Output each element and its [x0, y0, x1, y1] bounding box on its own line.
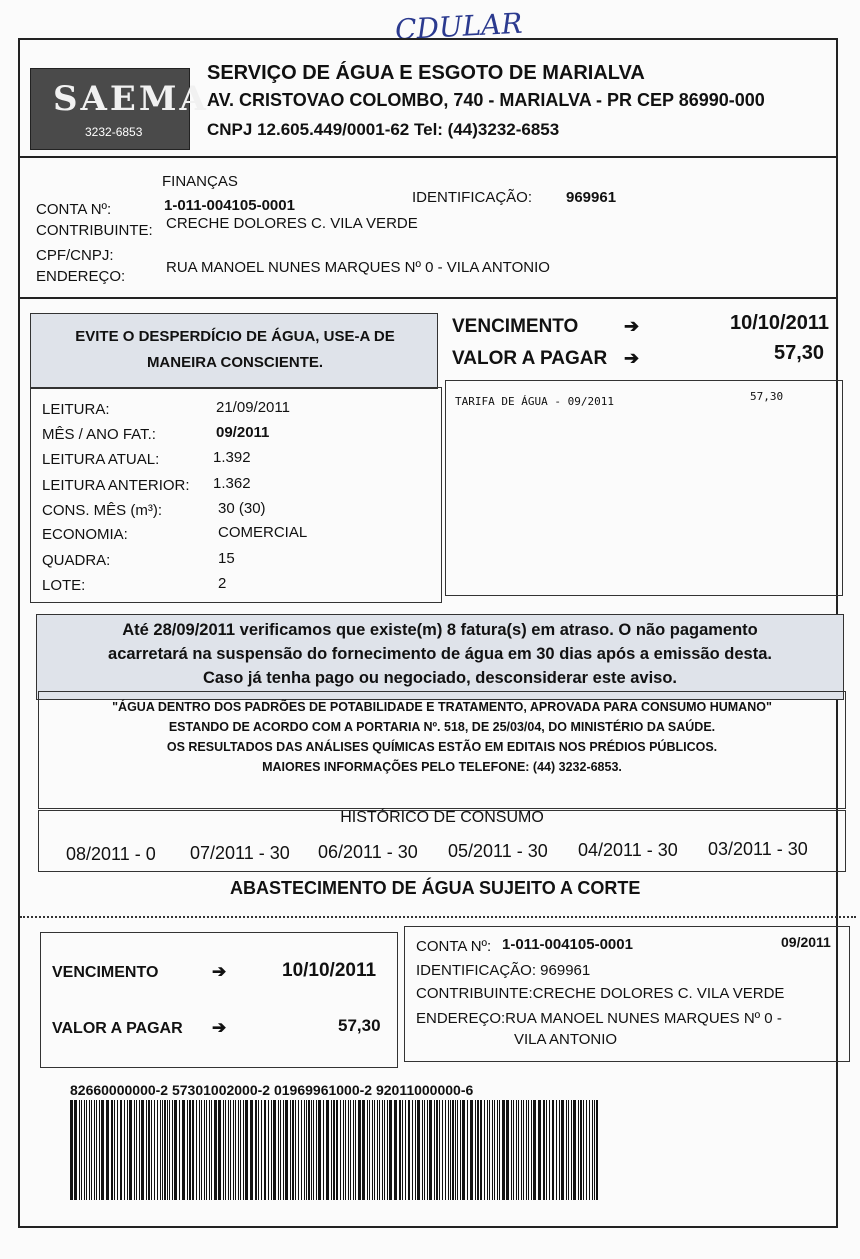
barcode-bar — [394, 1100, 397, 1200]
barcode-bar — [475, 1100, 476, 1200]
reading-value: 2 — [218, 575, 227, 592]
barcode-bar — [318, 1100, 321, 1200]
barcode-bar — [304, 1100, 305, 1200]
barcode-bar — [91, 1100, 92, 1200]
charge-item: TARIFA DE ÁGUA - 09/2011 — [455, 395, 614, 408]
overdue-line-1: Até 28/09/2011 verificamos que existe(m) 8 fatura(s) em atraso. O não pagamento — [122, 621, 758, 639]
barcode-bar — [448, 1100, 449, 1200]
valor-arrow-icon: ➔ — [624, 348, 640, 368]
reading-value: 1.392 — [213, 449, 251, 466]
barcode-bar — [86, 1100, 87, 1200]
barcode-bar — [280, 1100, 281, 1200]
barcode-bar — [379, 1100, 380, 1200]
barcode-bar — [96, 1100, 97, 1200]
barcode-bar — [127, 1100, 128, 1200]
endereco-label: ENDEREÇO: — [36, 268, 126, 285]
barcode-bar — [559, 1100, 560, 1200]
barcode-bar — [238, 1100, 239, 1200]
company-logo — [30, 68, 209, 150]
barcode-bar — [353, 1100, 354, 1200]
history-item: 04/2011 - 30 — [578, 840, 678, 860]
barcode-bar — [578, 1100, 579, 1200]
barcode-bar — [470, 1100, 473, 1200]
barcode-bar — [311, 1100, 312, 1200]
logo-text: SAEMA — [53, 79, 209, 119]
barcode-digits: 82660000000-2 57301002000-2 01969961000-2 92011000000-6 — [70, 1082, 474, 1098]
barcode-bar — [566, 1100, 567, 1200]
barcode-bar — [568, 1100, 569, 1200]
barcode-bar — [172, 1100, 173, 1200]
barcode-bar — [583, 1100, 584, 1200]
barcode-bar — [372, 1100, 373, 1200]
barcode-bar — [285, 1100, 288, 1200]
barcode-bar — [174, 1100, 177, 1200]
barcode-bar — [160, 1100, 161, 1200]
barcode-bar — [573, 1100, 576, 1200]
reading-label: LOTE: — [42, 577, 86, 594]
barcode-bar — [477, 1100, 479, 1200]
barcode-bar — [513, 1100, 514, 1200]
history-item: 07/2011 - 30 — [190, 843, 290, 863]
barcode-bar — [211, 1100, 212, 1200]
barcode-bar — [164, 1100, 166, 1200]
barcode-bar — [225, 1100, 226, 1200]
barcode-bar — [258, 1100, 259, 1200]
barcode-bar — [290, 1100, 291, 1200]
barcode-bar — [336, 1100, 338, 1200]
barcode-bar — [162, 1100, 163, 1200]
barcode-bar — [316, 1100, 317, 1200]
barcode-bar — [154, 1100, 155, 1200]
barcode-bar — [538, 1100, 541, 1200]
barcode-bar — [571, 1100, 572, 1200]
barcode-bar — [457, 1100, 458, 1200]
conscious-use-text: EVITE O DESPERDÍCIO DE ÁGUA, USE-A DE MANEIRA CONSCIENTE. — [75, 328, 395, 371]
quality-line-1: "ÁGUA DENTRO DOS PADRÕES DE POTABILIDADE E TRATAMENTO, APROVADA PARA CONSUMO HUMANO" — [112, 700, 772, 714]
barcode-bar — [235, 1100, 236, 1200]
tear-line — [20, 916, 856, 918]
barcode-bar — [139, 1100, 140, 1200]
barcode-bar — [402, 1100, 403, 1200]
barcode-bar — [255, 1100, 257, 1200]
company-address: AV. CRISTOVAO COLOMBO, 740 - MARIALVA - PR CEP 86990-000 — [207, 90, 765, 110]
barcode-bar — [261, 1100, 262, 1200]
barcode-bar — [523, 1100, 524, 1200]
barcode-bar — [129, 1100, 132, 1200]
contribuinte-label: CONTRIBUINTE: — [36, 222, 153, 239]
history-item: 06/2011 - 30 — [318, 842, 418, 862]
overdue-line-2: acarretará na suspensão do fornecimento de água em 30 dias após a emissão desta. — [108, 645, 772, 663]
barcode-bar — [389, 1100, 392, 1200]
contribuinte-value: CRECHE DOLORES C. VILA VERDE — [166, 215, 418, 232]
barcode-bar — [460, 1100, 461, 1200]
barcode-bar — [439, 1100, 440, 1200]
barcode-bar — [528, 1100, 529, 1200]
reading-value: 1.362 — [213, 475, 251, 492]
barcode-bar — [506, 1100, 509, 1200]
barcode-bar — [340, 1100, 341, 1200]
barcode-bar — [136, 1100, 137, 1200]
barcode-bar — [308, 1100, 310, 1200]
barcode-bar — [552, 1100, 554, 1200]
conscious-use-notice — [30, 313, 438, 389]
barcode-bar — [596, 1100, 598, 1200]
barcode-bar — [497, 1100, 498, 1200]
valor-value: 57,30 — [774, 342, 825, 364]
barcode-bar — [271, 1100, 272, 1200]
barcode-bar — [187, 1100, 188, 1200]
charge-amount: 57,30 — [750, 390, 784, 403]
barcode-bar — [326, 1100, 329, 1200]
handwritten-note: CDULAR — [394, 6, 524, 47]
barcode-bar — [151, 1100, 152, 1200]
history-item: 03/2011 - 30 — [708, 839, 808, 859]
barcode-bar — [70, 1100, 73, 1200]
barcode-bar — [323, 1100, 324, 1200]
barcode-bar — [223, 1100, 224, 1200]
barcode-bar — [531, 1100, 532, 1200]
stub-valor-label: VALOR A PAGAR — [52, 1020, 183, 1037]
barcode-bar — [199, 1100, 200, 1200]
barcode-bar — [106, 1100, 109, 1200]
barcode-bar — [350, 1100, 351, 1200]
reading-label: CONS. MÊS (m³): — [42, 502, 162, 519]
vencimento-arrow-icon: ➔ — [624, 316, 640, 336]
cut-warning: ABASTECIMENTO DE ÁGUA SUJEITO A CORTE — [230, 878, 641, 898]
quality-line-3: OS RESULTADOS DAS ANÁLISES QUÍMICAS ESTÃO EM EDITAIS NOS PRÉDIOS PÚBLICOS. — [166, 740, 718, 754]
barcode-bar — [243, 1100, 244, 1200]
barcode-bar — [487, 1100, 488, 1200]
barcode-bar — [84, 1100, 85, 1200]
stub-vencimento-label: VENCIMENTO — [52, 964, 159, 981]
barcode-bar — [377, 1100, 378, 1200]
barcode-bar — [489, 1100, 490, 1200]
barcode-bar — [358, 1100, 361, 1200]
barcode-bar — [429, 1100, 432, 1200]
charges-box — [445, 380, 843, 596]
barcode-bar — [101, 1100, 104, 1200]
barcode-bar — [484, 1100, 485, 1200]
barcode-bar — [412, 1100, 413, 1200]
barcode-bar — [298, 1100, 299, 1200]
barcode-bar — [167, 1100, 168, 1200]
barcode-bar — [502, 1100, 505, 1200]
barcode-bar — [494, 1100, 495, 1200]
stub-valor-arrow-icon: ➔ — [212, 1018, 227, 1037]
barcode-bar — [556, 1100, 557, 1200]
barcode-bar — [218, 1100, 221, 1200]
stub-mes: 09/2011 — [781, 934, 831, 950]
stub-vencimento-value: 10/10/2011 — [282, 960, 377, 981]
barcode-bar — [405, 1100, 406, 1200]
barcode-bar — [417, 1100, 420, 1200]
barcode-bar — [182, 1100, 185, 1200]
barcode-bar — [586, 1100, 587, 1200]
barcode-bar — [204, 1100, 205, 1200]
barcode-bar — [442, 1100, 443, 1200]
barcode-bar — [114, 1100, 115, 1200]
barcode-bar — [455, 1100, 456, 1200]
stub-ident: IDENTIFICAÇÃO: 969961 — [416, 962, 591, 979]
conta-value: 1-011-004105-0001 — [164, 197, 295, 214]
water-quality-box — [38, 691, 846, 809]
barcode-bar — [79, 1100, 80, 1200]
cpf-label: CPF/CNPJ: — [36, 247, 114, 264]
barcode-bar — [369, 1100, 370, 1200]
barcode-bar — [561, 1100, 564, 1200]
barcode-bar — [74, 1100, 77, 1200]
barcode-bar — [111, 1100, 113, 1200]
barcode-bar — [201, 1100, 202, 1200]
logo-phone: 3232-6853 — [85, 125, 143, 139]
stub-endereco-2: VILA ANTONIO — [514, 1031, 618, 1048]
barcode-bar — [230, 1100, 231, 1200]
reading-value: 21/09/2011 — [216, 399, 290, 416]
barcode-bar — [526, 1100, 527, 1200]
quality-line-2: ESTANDO DE ACORDO COM A PORTARIA Nº. 518, DE 25/03/04, DO MINISTÉRIO DA SAÚDE. — [168, 720, 716, 734]
barcode-bar — [450, 1100, 451, 1200]
barcode-bar — [374, 1100, 375, 1200]
stub-vencimento-arrow-icon: ➔ — [212, 962, 227, 981]
barcode — [70, 1100, 600, 1200]
barcode-bar — [422, 1100, 423, 1200]
barcode-bar — [511, 1100, 512, 1200]
barcode-bar — [382, 1100, 383, 1200]
barcode-bar — [89, 1100, 90, 1200]
company-title: SERVIÇO DE ÁGUA E ESGOTO DE MARIALVA — [207, 62, 645, 84]
history-title: HISTÓRICO DE CONSUMO — [340, 809, 544, 826]
barcode-bar — [295, 1100, 296, 1200]
barcode-bar — [592, 1100, 593, 1200]
barcode-bar — [408, 1100, 410, 1200]
barcode-bar — [343, 1100, 344, 1200]
reading-value: 09/2011 — [216, 424, 270, 441]
barcode-bar — [157, 1100, 158, 1200]
barcode-bar — [348, 1100, 349, 1200]
barcode-bar — [580, 1100, 582, 1200]
barcode-bar — [355, 1100, 356, 1200]
barcode-bar — [543, 1100, 545, 1200]
barcode-bar — [301, 1100, 302, 1200]
reading-value: 30 (30) — [218, 500, 266, 517]
barcode-bar — [94, 1100, 95, 1200]
barcode-bar — [549, 1100, 550, 1200]
overdue-warning — [36, 614, 844, 700]
barcode-bar — [146, 1100, 147, 1200]
barcode-bar — [206, 1100, 207, 1200]
barcode-bar — [516, 1100, 517, 1200]
reading-box — [30, 387, 442, 603]
barcode-bar — [467, 1100, 468, 1200]
barcode-bar — [134, 1100, 135, 1200]
reading-label: LEITURA ATUAL: — [42, 451, 160, 468]
valor-label: VALOR A PAGAR — [452, 348, 608, 369]
barcode-bar — [367, 1100, 368, 1200]
barcode-bar — [594, 1100, 595, 1200]
barcode-bar — [480, 1100, 482, 1200]
barcode-bar — [148, 1100, 150, 1200]
reading-label: LEITURA: — [42, 401, 110, 418]
vencimento-value: 10/10/2011 — [730, 312, 829, 334]
barcode-bar — [81, 1100, 82, 1200]
overdue-line-3: Caso já tenha pago ou negociado, desconsiderar este aviso. — [202, 669, 678, 687]
barcode-bar — [333, 1100, 335, 1200]
barcode-bar — [283, 1100, 284, 1200]
barcode-bar — [292, 1100, 294, 1200]
barcode-bar — [434, 1100, 435, 1200]
barcode-bar — [589, 1100, 590, 1200]
barcode-bar — [124, 1100, 125, 1200]
barcode-bar — [233, 1100, 234, 1200]
barcode-bar — [362, 1100, 365, 1200]
barcode-bar — [209, 1100, 210, 1200]
barcode-bar — [245, 1100, 248, 1200]
barcode-bar — [415, 1100, 416, 1200]
barcode-bar — [313, 1100, 314, 1200]
history-item: 05/2011 - 30 — [448, 841, 548, 861]
barcode-bar — [452, 1100, 454, 1200]
barcode-bar — [331, 1100, 332, 1200]
barcode-bar — [462, 1100, 465, 1200]
barcode-bar — [192, 1100, 194, 1200]
barcode-bar — [399, 1100, 401, 1200]
barcode-bar — [117, 1100, 118, 1200]
barcode-bar — [169, 1100, 170, 1200]
reading-label: QUADRA: — [42, 552, 111, 569]
barcode-bar — [189, 1100, 191, 1200]
barcode-bar — [179, 1100, 180, 1200]
barcode-bar — [196, 1100, 197, 1200]
barcode-bar — [278, 1100, 279, 1200]
barcode-bar — [499, 1100, 500, 1200]
stub-endereco-1: ENDEREÇO:RUA MANOEL NUNES MARQUES Nº 0 - — [416, 1010, 782, 1027]
barcode-bar — [387, 1100, 388, 1200]
endereco-value: RUA MANOEL NUNES MARQUES Nº 0 - VILA ANTONIO — [166, 259, 550, 276]
barcode-bar — [533, 1100, 536, 1200]
barcode-bar — [214, 1100, 217, 1200]
company-cnpj-tel: CNPJ 12.605.449/0001-62 Tel: (44)3232-6853 — [207, 120, 560, 139]
ident-value: 969961 — [566, 189, 617, 206]
barcode-bar — [99, 1100, 100, 1200]
vencimento-label: VENCIMENTO — [452, 316, 579, 337]
barcode-bar — [424, 1100, 425, 1200]
barcode-bar — [345, 1100, 346, 1200]
barcode-bar — [384, 1100, 385, 1200]
barcode-bar — [546, 1100, 547, 1200]
barcode-bar — [141, 1100, 144, 1200]
barcode-bar — [264, 1100, 266, 1200]
barcode-bar — [250, 1100, 253, 1200]
barcode-bar — [120, 1100, 122, 1200]
barcode-bar — [445, 1100, 446, 1200]
stub-conta-label: CONTA Nº: — [416, 938, 492, 955]
reading-label: LEITURA ANTERIOR: — [42, 477, 190, 494]
stub-due-box — [40, 932, 398, 1068]
barcode-bar — [492, 1100, 493, 1200]
barcode-bar — [427, 1100, 428, 1200]
reading-label: ECONOMIA: — [42, 526, 128, 543]
ident-label: IDENTIFICAÇÃO: — [412, 189, 533, 206]
barcode-bar — [240, 1100, 241, 1200]
reading-label: MÊS / ANO FAT.: — [42, 426, 156, 443]
barcode-bar — [228, 1100, 229, 1200]
reading-value: COMERCIAL — [218, 524, 308, 541]
barcode-bar — [436, 1100, 438, 1200]
barcode-bar — [521, 1100, 522, 1200]
barcode-bar — [306, 1100, 307, 1200]
barcode-bar — [268, 1100, 269, 1200]
section-label: FINANÇAS — [162, 173, 238, 190]
quality-line-4: MAIORES INFORMAÇÕES PELO TELEFONE: (44) 3232-6853. — [262, 760, 622, 774]
stub-valor-value: 57,30 — [338, 1016, 381, 1035]
barcode-bar — [518, 1100, 519, 1200]
barcode-bar — [273, 1100, 276, 1200]
history-item: 08/2011 - 0 — [66, 844, 156, 864]
reading-value: 15 — [218, 550, 235, 567]
stub-conta-value: 1-011-004105-0001 — [502, 936, 633, 953]
conta-label: CONTA Nº: — [36, 201, 112, 218]
stub-contribuinte: CONTRIBUINTE:CRECHE DOLORES C. VILA VERDE — [416, 985, 785, 1002]
